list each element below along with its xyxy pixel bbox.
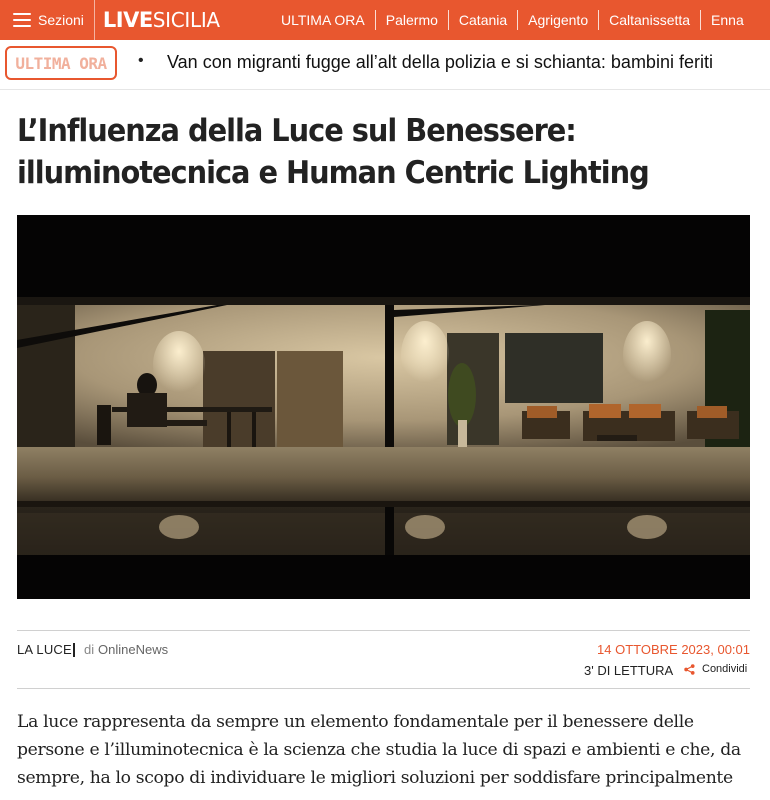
article-title-line-2: illuminotecnica e Human Centric Lighting [17,155,649,191]
share-label: Condividi [702,663,748,675]
nav-link-palermo[interactable]: Palermo [385,12,438,28]
ticker-bullet: • [138,52,144,69]
nav-link-caltanissetta[interactable]: Caltanissetta [609,12,691,28]
top-nav-bar [0,0,770,40]
share-button[interactable] [684,663,747,675]
article-title-line-1: L’Influenza della Luce sul Benessere: [17,113,576,149]
nav-link-ultima-ora[interactable]: ULTIMA ORA [281,12,365,28]
nav-links [271,0,754,40]
author-prefix: di [84,642,95,657]
article-body-line-2: persone e l’illuminotecnica è la scienza che studia la luce di spazi e ambienti e che, da [17,740,741,760]
breaking-news-ticker [0,40,770,90]
meta-divider-bottom [17,688,750,689]
read-time: 3' DI LETTURA [584,663,674,678]
site-logo[interactable] [103,0,220,40]
hero-image-illustration [17,215,750,599]
author-link[interactable]: OnlineNews [98,642,169,657]
logo-live-text: LIVE [102,8,153,32]
hamburger-icon [13,13,31,27]
article-body-line-1: La luce rappresenta da sempre un elemento fondamentale per il benessere delle [17,712,694,732]
share-icon [684,664,695,675]
article-hero-image[interactable] [17,215,750,599]
sezioni-label: Sezioni [38,12,84,28]
meta-divider-top [17,630,750,631]
ultima-ora-badge[interactable] [5,46,117,80]
article-body [17,708,757,792]
nav-link-catania[interactable]: Catania [458,12,508,28]
nav-divider [94,0,95,40]
nav-link-agrigento[interactable]: Agrigento [528,12,589,28]
category-divider [73,643,75,657]
article-body-line-3: sempre, ha lo scopo di individuare le migliori soluzioni per soddisfare principalmente [17,768,733,788]
category-link[interactable]: LA LUCE [17,642,72,657]
nav-link-enna[interactable]: Enna [711,12,744,28]
ultima-ora-badge-label: ULTIMA ORA [15,53,107,73]
logo-sicilia-text: SICILIA [152,8,220,32]
publish-date: 14 OTTOBRE 2023, 00:01 [597,642,750,657]
ticker-headline-link[interactable]: Van con migranti fugge all’alt della polizia e si schianta: bambini feriti [167,52,713,72]
article-title [17,110,705,194]
sezioni-menu-button[interactable] [0,0,94,40]
